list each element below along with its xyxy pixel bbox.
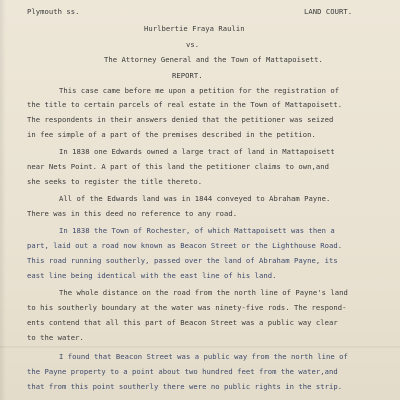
body-line: she seeks to register the title thereto.	[27, 177, 203, 186]
body-line: This road running southerly, passed over the land of Abraham Payne, its	[27, 256, 338, 265]
body-line: that from this point southerly there were no public rights in the strip.	[27, 382, 343, 391]
body-line: the title to certain parcels of real estate in the Town of Mattapoisett.	[27, 100, 343, 109]
body-line: near Nets Point. A part of this land the petitioner claims to own,and	[27, 162, 330, 171]
body-line: in fee simple of a part of the premises described in the petition.	[27, 130, 316, 139]
body-line: part, laid out a road now known as Beacon Street or the Lighthouse Road.	[27, 241, 343, 250]
body-line: The whole distance on the road from the north line of Payne's land	[59, 288, 348, 297]
body-line: In 1838 the Town of Rochester, of which Mattapoisett was then a	[59, 226, 335, 235]
county-heading: Plymouth ss.	[27, 7, 80, 16]
petitioner-name: Hurlbertie Fraya Raulin	[144, 24, 245, 33]
court-heading: LAND COURT.	[304, 7, 353, 16]
report-title: REPORT.	[172, 71, 203, 80]
body-line: In 1838 one Edwards owned a large tract of land in Mattapoisett	[59, 147, 335, 156]
body-line: ents contend that all this part of Beacon Street was a public way clear	[27, 318, 338, 327]
body-line: I found that Beacon Street was a public way from the north line of	[59, 352, 348, 361]
body-line: This case came before me upon a petition for the registration of	[59, 86, 340, 95]
body-line: There was in this deed no reference to any road.	[27, 209, 238, 218]
body-line: east line being identical with the east line of his land.	[27, 271, 277, 280]
respondents-name: The Attorney General and the Town of Mattapoisett.	[104, 55, 323, 64]
body-line: to his southerly boundary at the water was ninety-five rods. The respond-	[27, 303, 347, 312]
body-line: the Payne property to a point about two hundred feet from the water,and	[27, 367, 338, 376]
body-line: All of the Edwards land was in 1844 conveyed to Abraham Payne.	[59, 194, 331, 203]
body-line: The respondents in their answers denied that the petitioner was seized	[27, 115, 334, 124]
versus-label: vs.	[186, 40, 200, 49]
body-line: to the water.	[27, 333, 84, 342]
